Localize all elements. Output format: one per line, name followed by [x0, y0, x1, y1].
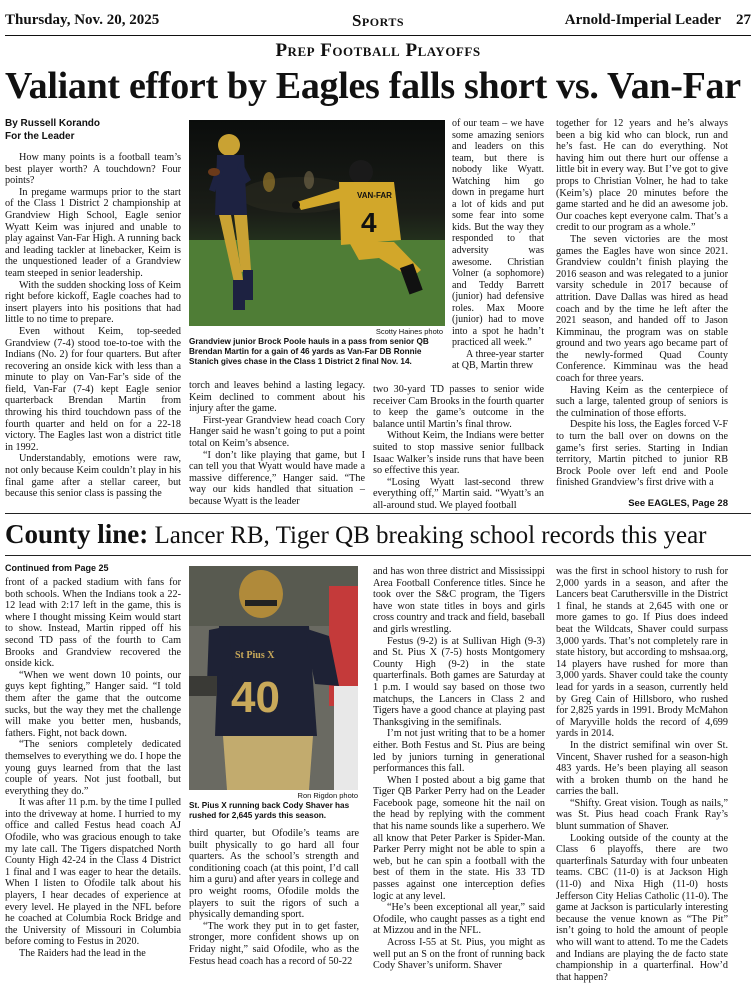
story2-column-2: [189, 828, 359, 967]
paragraph: “Shifty. Great vision. Tough as nails,” was St. Pius head coach Frank Ray’s blunt summation of Shaver.: [556, 797, 728, 833]
paragraph: With the sudden shocking loss of Keim right before kickoff, Eagle coaches had to insert players into his positions that had little to no time to prepare.: [5, 279, 181, 326]
section-name: Sports: [351, 11, 405, 30]
paragraph: and has won three district and Mississippi Area Football Conference titles. Since he took over the S&C program, the Tigers have won state titles in boys and girls cross country and track and field, baseball and girls wrestling.: [373, 566, 545, 635]
paragraph: When I posted about a big game that Tiger QB Parker Perry had on the Leader Facebook page, someone hit the nail on the head by replying with the comment that his name sounds like a superhero. We all know that Peter Parker is Spider-Man. Parker Perry might not be able to spin a web, but he can spin a football with the best of them in the state. His 33 TD passes against one interception defies logic at any level.: [373, 774, 545, 902]
headline-2-bold: County line:: [5, 519, 149, 549]
paragraph: The seven victories are the most games the Eagles have won since 2021. Grandview couldn’t finish playing the 2016 season and was relegated to a junior varsity schedule in 2017 because of attrition. Dave Dallas was hired as head coach and by the time he left after the 2021 season, and handed off to Jason Kimminau, the program was on stable ground and two years ago became part of the newly-formed Quad County Conference. Kimminau was the head coach for three years.: [556, 233, 728, 385]
paragraph: A three-year starter at QB, Martin threw: [452, 348, 544, 372]
jersey-number: 40: [231, 673, 280, 722]
headline-2: [5, 519, 751, 550]
paragraph: “The work they put in to get faster, stronger, more confident shows up on Friday night,” said Ofodile, who as the Festus head coach has a record of 50-22: [189, 920, 359, 967]
story1-column-4: [556, 118, 728, 489]
paragraph: Festus (9-2) is at Sullivan High (9-3) and St. Pius X (7-5) hosts Montgomery County High (9-2) in the state quarterfinals. Both games are Saturday at 1 p.m. I would say based on those two matchups, the Lancers in Class 2 and Tigers have a good chance at playing past Thanksgiving in the semifinals.: [373, 635, 545, 728]
paragraph: Understandably, emotions were raw, not only because Keim couldn’t play in his final game after a stellar career, but because this senior class is passing the: [5, 453, 181, 500]
paragraph: The Raiders had the lead in the: [19, 948, 146, 959]
running-back-photo: [189, 566, 358, 790]
photo2-credit: Ron Rigdon photo: [297, 791, 358, 800]
paragraph: Having Keim as the centerpiece of such a large, talented group of seniors is the culmination of those efforts.: [556, 384, 728, 419]
story2-column-4: [556, 566, 728, 983]
continued-line: Continued from Page 25: [5, 563, 109, 573]
byline-name: By Russell Korando: [5, 118, 101, 129]
story1-column-1: [5, 152, 181, 500]
paragraph: “Losing Wyatt last-second threw everything off,” Martin said. “Wyatt’s an all-around stud. We played football: [373, 476, 544, 511]
headline-2-rest: Lancer RB, Tiger QB breaking school records this year: [154, 522, 707, 549]
story1-column-3: [373, 384, 544, 512]
paragraph: “When we went down 10 points, our guys kept fighting,” Hanger said. “I told them after the game that the outcome sucks, but the way they met the challenge will make you better men, husbands, fathers. Fight, not back down.: [5, 669, 181, 739]
football-action-photo: [189, 120, 445, 326]
headline: Valiant effort by Eagles falls short vs. Van-Far: [5, 65, 741, 107]
paragraph: third quarter, but Ofodile’s teams are built physically to go hard all four quarters. As the school’s strength and conditioning coach (at this point, I’d call him a guru) and after years in college and pro weight rooms, Ofodile molds the players to suit the rigors of such a physically demanding sport.: [189, 828, 359, 921]
story2-column-1: [5, 577, 181, 960]
story2-column-3: [373, 566, 545, 972]
kicker: Prep Football Playoffs: [275, 40, 481, 61]
jersey-lettering: St Pius X: [235, 650, 275, 661]
paragraph: I’m not just writing that to be a homer either. Both Festus and St. Pius are being led by juniors turning in generational performances this fall.: [373, 728, 545, 775]
headline-2-rule: [5, 555, 751, 556]
paragraph: two 30-yard TD passes to senior wide receiver Cam Brooks in the fourth quarter to keep the game’s outcome in the balance until Martin’s final throw.: [373, 384, 544, 430]
paragraph: First-year Grandview head coach Cory Hanger said he wasn’t going to put a point total on Keim’s absence.: [189, 414, 365, 449]
paragraph: How many points is a football team’s best player worth? A touchdown? Four points?: [5, 152, 181, 187]
paragraph: torch and leaves behind a lasting legacy. Keim declined to comment about his injury after the game.: [189, 380, 365, 415]
paragraph: In the district semifinal win over St. Vincent, Shaver rushed for a season-high 483 yards. He’s been playing all season with a broken thumb on the hand he carries the ball.: [556, 739, 728, 798]
photo-brock-poole: [189, 120, 445, 326]
paragraph: Without Keim, the Indians were better suited to stop massive senior fullback Isaac Walker’s inside runs that have been so effective this year.: [373, 430, 544, 477]
issue-date: Thursday, Nov. 20, 2025: [5, 12, 160, 28]
jump-line[interactable]: See EAGLES, Page 28: [628, 498, 728, 509]
photo1-caption: Grandview junior Brock Poole hauls in a pass from senior QB Brendan Martin for a gain of 46 yards as Van-Far DB Ronnie Stanich gives chase in the Class 1 District 2 final Nov. 14.: [189, 337, 429, 366]
story-divider: [5, 513, 751, 514]
paragraph: “I don’t like playing that game, but I can tell you that Wyatt would have made a massive difference,” Hanger said. “The way our kids handled that situation – because Wyatt is the leader: [189, 449, 365, 507]
paragraph: was the first in school history to rush for 2,000 yards in a season, and after the Lancers beat Caruthersville in the District 1 final, he stands at 2,645 with one or more games to go. If Pius does indeed beat the Wildcats, Shaver could surpass 3,000 yards. That’s not completely rare in state history, but according to mshsaa.org, 14 players have rushed for more than 3,000 yards. Shaver could take the county lead for yards in a season, currently held by Greg Cain of Hillsboro, who rushed for 2,825 yards in 1991. Brody McMahon of Maryville holds the record of 4,699 yards in 2014.: [556, 566, 728, 740]
paragraph: Even without Keim, top-seeded Grandview (7-4) stood toe-to-toe with the Indians (No. 2) for four quarters. But after recovering an onside kick with less than a minute to play on Van-Far’s side of the field, Van-Far (7-4) kept Eagle senior quarterback Brendan Martin from throwing his third touchdown pass of the fourth quarter and held on for a 22-18 victory. The Eagles last won a district title in 1992.: [5, 325, 181, 453]
paragraph: front of a packed stadium with fans for both schools. When the Indians took a 22-12 lead with 2:17 left in the game, this is where I thought missing Keim would start to show. Instead, Martin ripped off his second TD pass of the fourth to Cam Brooks and Grandview recovered the onside kick.: [5, 577, 181, 670]
photo1-credit: Scotty Haines photo: [375, 327, 443, 336]
paragraph: Despite his loss, the Eagles forced V-F to turn the ball over on downs on the game’s first series. Starting in Indian territory, Martin pitched to junior RB Brock Poole over left end and Poole finished Grandview’s first drive with a: [556, 419, 728, 489]
photo-cody-shaver: [189, 566, 358, 790]
paragraph: It was after 11 p.m. by the time I pulled into the driveway at home. I hurried to my office and called Festus head coach AJ Ofodile, who was gracious enough to take my late call. The Tigers dispatched North County High 42-24 in the Class 4 District 1 final and I was eager to hear the details. When I listen to Ofodile talk about his players, I hear decades of experience at every level. He played in the NFL before he coached at Columbia Rock Bridge and the University of Missouri in Columbia before coming to Festus in 2020.: [5, 797, 181, 948]
folio-rule: [5, 35, 751, 36]
paragraph: together for 12 years and he’s always been a big kid who can block, run and he’s fast. He can do everything. Not having him out there hurt our offense a little bit in every way. But I’ve got to give props to Christian Volner, he had to take (Keim’s) place 20 minutes before the game started and he did an awesome job. Our coaches kept everyone calm. That’s a credit to our program as a whole.”: [556, 118, 728, 234]
paragraph: “The seniors completely dedicated themselves to everything we do. I hope the young guys learned from that the last couple of years. Not just football, but everything they do.”: [5, 739, 181, 797]
folio: [5, 12, 751, 32]
paper-name: Arnold-Imperial Leader: [564, 12, 721, 28]
paragraph: Looking outside of the county at the Class 6 playoffs, there are two quarterfinals Saturday with four unbeaten teams. CBC (11-0) is at Jackson High (11-0) and Nixa High (11-0) hosts Jefferson City Helias Catholic (11-0). The game at Jackson is particularly interesting because the venue known as “The Pit” isn’t going to hold the amount of people who will want to attend. To me the Cadets and Indians are playing the de facto state championship in a quarterfinal. How’d that happen?: [556, 832, 728, 983]
jersey-number: 4: [361, 207, 377, 238]
paper-page: [565, 12, 751, 29]
byline-org: For the Leader: [5, 131, 75, 142]
paragraph: Across I-55 at St. Pius, you might as well put an S on the front of running back Cody Shaver’s uniform. Shaver: [373, 937, 545, 972]
paragraph: In pregame warmups prior to the start of the Class 1 District 2 championship at Grandview High School, Eagle senior Wyatt Keim was injured and unable to play against Van-Far High. A running back and leading tackler at linebacker, Keim is the unquestioned leader of a Grandview team steeped in senior leadership.: [5, 186, 181, 279]
story1-column-2: [189, 380, 365, 508]
story1-column-3-top: [452, 118, 544, 372]
paragraph: of our team – we have some amazing seniors and leaders on this team, but there is nobody like Wyatt. Watching him go down in pregame hurt a lot of kids and put some fear into some kids. But the way they responded to that adversity was awesome. Christian Volner (a sophomore) and Teddy Barrett (junior) had defensive roles. Max Moore (junior) had to move into a spot he hadn’t practiced all week.”: [452, 118, 544, 349]
jersey-lettering: VAN-FAR: [357, 191, 392, 200]
paragraph: “He’s been exceptional all year,” said Ofodile, who caught passes as a tight end at Mizzou and in the NFL.: [373, 902, 545, 937]
page-number: 27: [736, 12, 751, 28]
photo2-caption: St. Pius X running back Cody Shaver has rushed for 2,645 yards this season.: [189, 801, 350, 820]
byline: [5, 117, 185, 143]
